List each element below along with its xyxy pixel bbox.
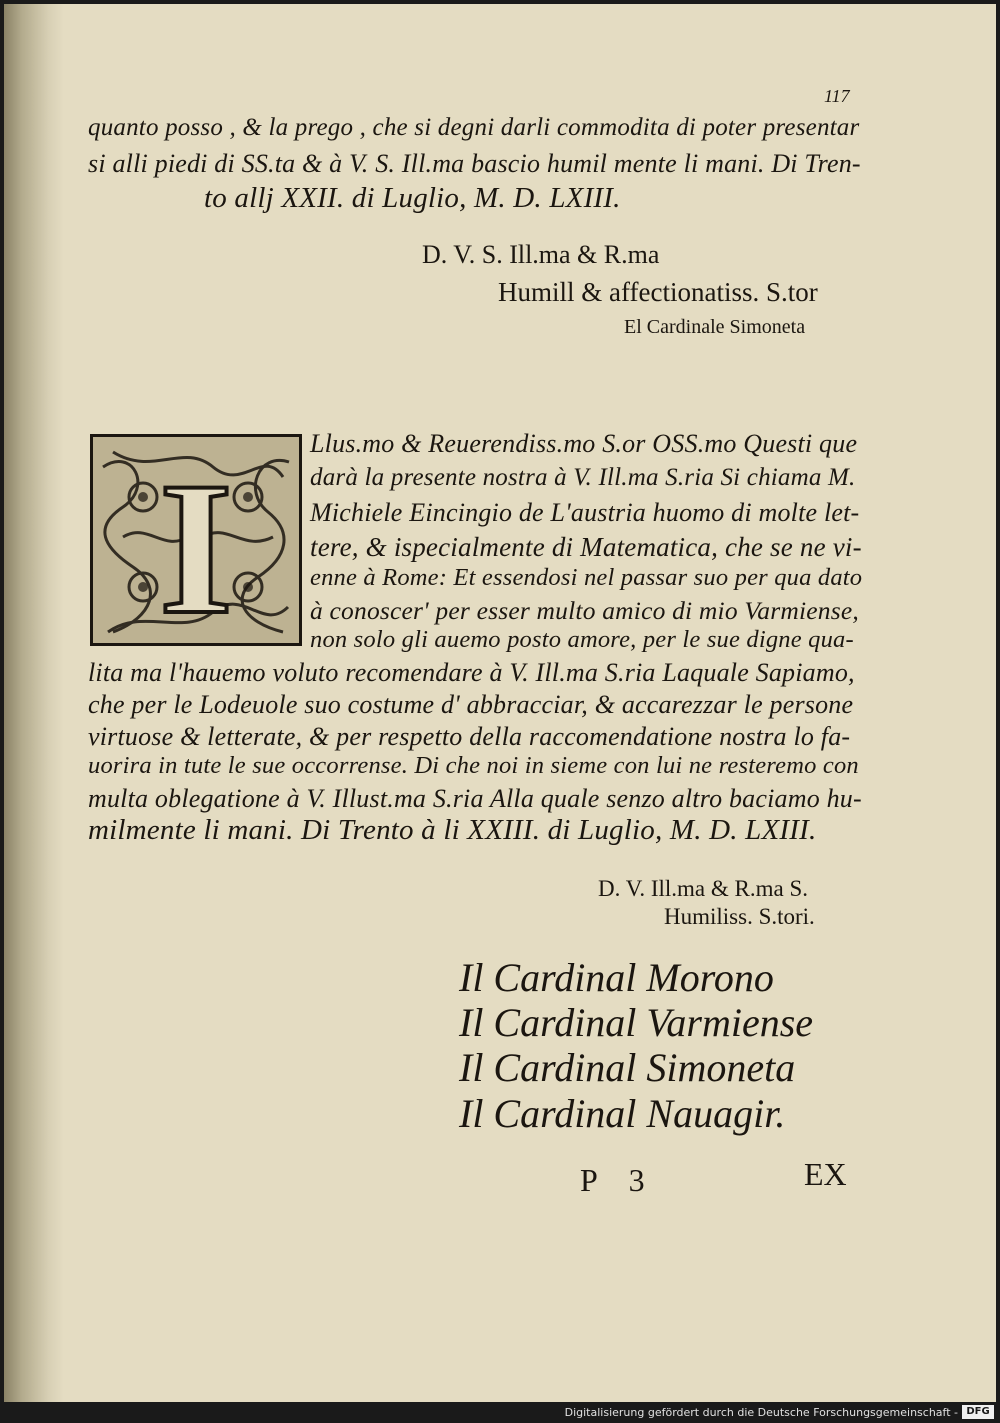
initial-letter: I: [159, 444, 233, 643]
letter2-line-2: darà la presente nostra à V. Ill.ma S.ria Si chiama M.: [310, 464, 856, 491]
letter2-line-12: multa oblegatione à V. Illust.ma S.ria Alla quale senzo altro baciamo hu-: [88, 784, 862, 813]
letter1-salutation: D. V. S. Ill.ma & R.ma: [422, 240, 660, 269]
letter2-line-5: enne à Rome: Et essendosi nel passar suo per qua dato: [310, 564, 863, 591]
catchword: EX: [804, 1156, 847, 1192]
letter1-line-1: quanto posso , & la prego , che si degni darli commodita di poter presentar: [88, 114, 860, 141]
letter2-line-7: non solo gli auemo posto amore, per le sue digne qua-: [310, 626, 854, 653]
letter2-line-13: milmente li mani. Di Trento à li XXIII. di Luglio, M. D. LXIII.: [88, 814, 817, 846]
letter2-line-6: à conoscer' per esser multo amico di mio Varmiense,: [310, 596, 859, 625]
cardinal-name-1: Il Cardinal Morono: [459, 955, 774, 1000]
letter2-line-3: Michiele Eincingio de L'austria huomo di molte let-: [310, 498, 860, 527]
decorated-initial: [90, 434, 302, 646]
cardinal-name-2: Il Cardinal Varmiense: [459, 1000, 814, 1045]
letter2-line-11: uorira in tute le sue occorrense. Di che noi in sieme con lui ne resteremo con: [88, 752, 859, 779]
letter1-closing: Humill & affectionatiss. S.tor: [498, 277, 818, 307]
letter2-line-8: lita ma l'hauemo voluto recomendare à V. Ill.ma S.ria Laquale Sapiamo,: [88, 658, 855, 687]
letter2-line-10: virtuose & letterate, & per respetto della raccomendatione nostra lo fa-: [88, 722, 851, 751]
page-number: 117: [824, 86, 850, 106]
letter1-line-2: si alli piedi di SS.ta & à V. S. Ill.ma bascio humil mente li mani. Di Tren-: [88, 149, 861, 178]
book-page: [4, 4, 996, 1402]
digitization-footer: [0, 1402, 1000, 1423]
funding-notice: Digitalisierung gefördert durch die Deutsche Forschungsgemeinschaft -: [564, 1406, 958, 1419]
page-gutter-shadow: [4, 4, 64, 1402]
letter1-line-3: to allj XXII. di Luglio, M. D. LXIII.: [204, 182, 621, 214]
signature-mark: P 3: [580, 1162, 645, 1198]
cardinal-name-3: Il Cardinal Simoneta: [459, 1045, 796, 1090]
letter2-line-1: Llus.mo & Reuerendiss.mo S.or OSS.mo Questi que: [310, 429, 858, 458]
letter1-signatory: El Cardinale Simoneta: [624, 316, 806, 338]
letter2-line-4: tere, & ispecialmente di Matematica, che se ne vi-: [310, 532, 862, 562]
letter2-salutation: D. V. Ill.ma & R.ma S.: [598, 876, 808, 901]
letter2-line-9: che per le Lodeuole suo costume d' abbracciar, & accarezzar le persone: [88, 690, 854, 719]
letter2-closing: Humiliss. S.tori.: [664, 904, 815, 929]
dfg-logo: DFG: [962, 1405, 994, 1419]
cardinal-name-4: Il Cardinal Nauagir.: [459, 1091, 786, 1136]
initial-ornament-icon: [93, 437, 299, 643]
